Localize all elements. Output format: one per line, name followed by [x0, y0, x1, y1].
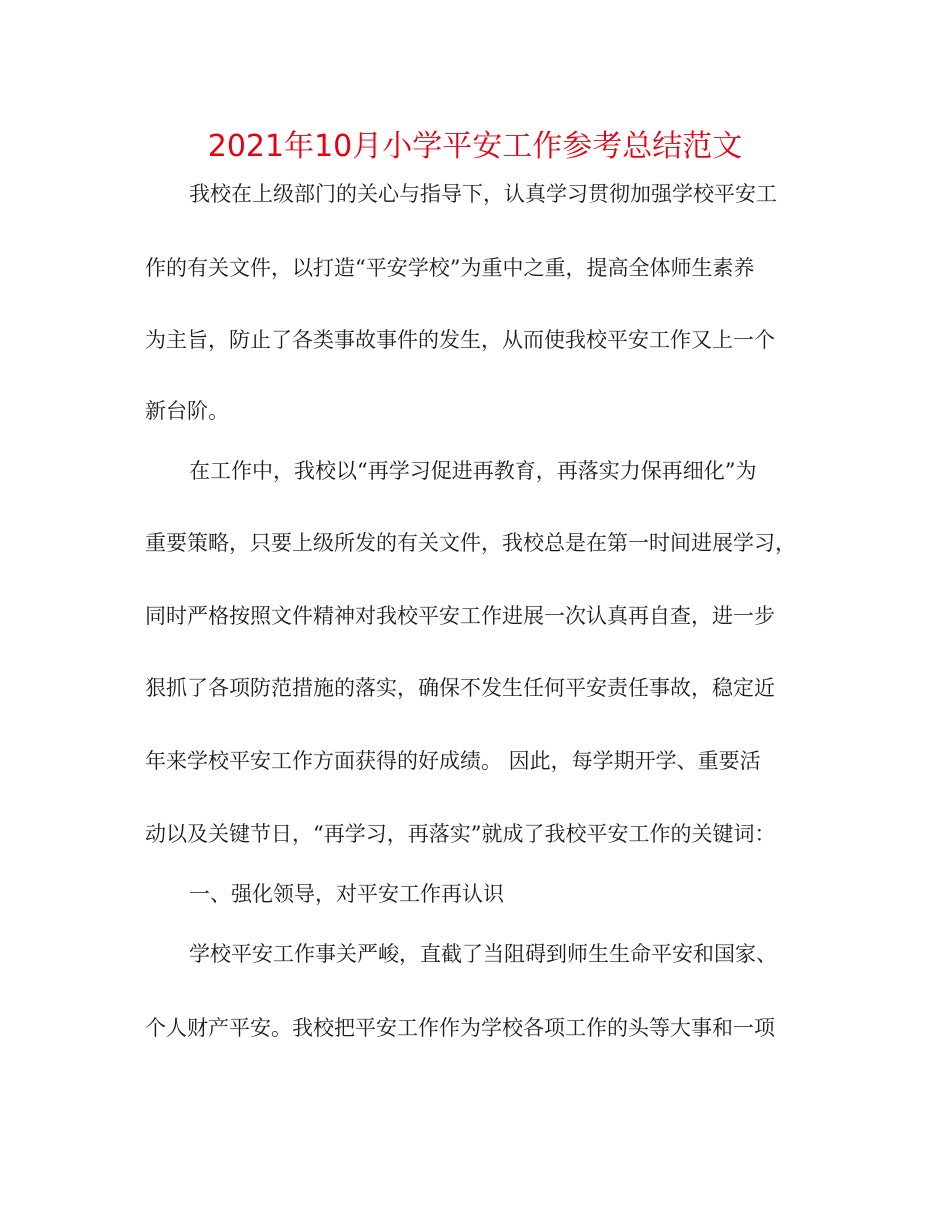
paragraph-line: 动以及关键节日，“再学习，再落实”就成了我校平安工作的关键词： — [145, 822, 776, 846]
paragraph-line: 同时严格按照文件精神对我校平安工作进展一次认真再自查，进一步 — [145, 604, 775, 628]
paragraph-line: 为主旨，防止了各类事故事件的发生，从而使我校平安工作又上一个 — [145, 328, 775, 352]
paragraph-line: 年来学校平安工作方面获得的好成绩。 因此，每学期开学、重要活 — [145, 749, 761, 773]
paragraph-line: 在工作中，我校以“再学习促进再教育，再落实力保再细化”为 — [189, 459, 757, 483]
paragraph-line: 作的有关文件，以打造“平安学校”为重中之重，提高全体师生素养 — [145, 256, 755, 280]
document-title: 2021年10月小学平安工作参考总结范文 — [207, 129, 743, 164]
paragraph-line: 重要策略，只要上级所发的有关文件，我校总是在第一时间进展学习， — [145, 531, 796, 555]
paragraph-line: 狠抓了各项防范措施的落实，确保不发生任何平安责任事故，稳定近 — [145, 676, 775, 700]
section-heading: 一、强化领导，对平安工作再认识 — [189, 882, 504, 906]
paragraph-line: 我校在上级部门的关心与指导下，认真学习贯彻加强学校平安工 — [189, 182, 777, 206]
paragraph-line: 新台阶。 — [145, 399, 229, 423]
paragraph-line: 学校平安工作事关严峻，直截了当阻碍到师生生命平安和国家、 — [189, 942, 777, 966]
paragraph-line: 个人财产平安。我校把平安工作作为学校各项工作的头等大事和一项 — [145, 1016, 775, 1040]
